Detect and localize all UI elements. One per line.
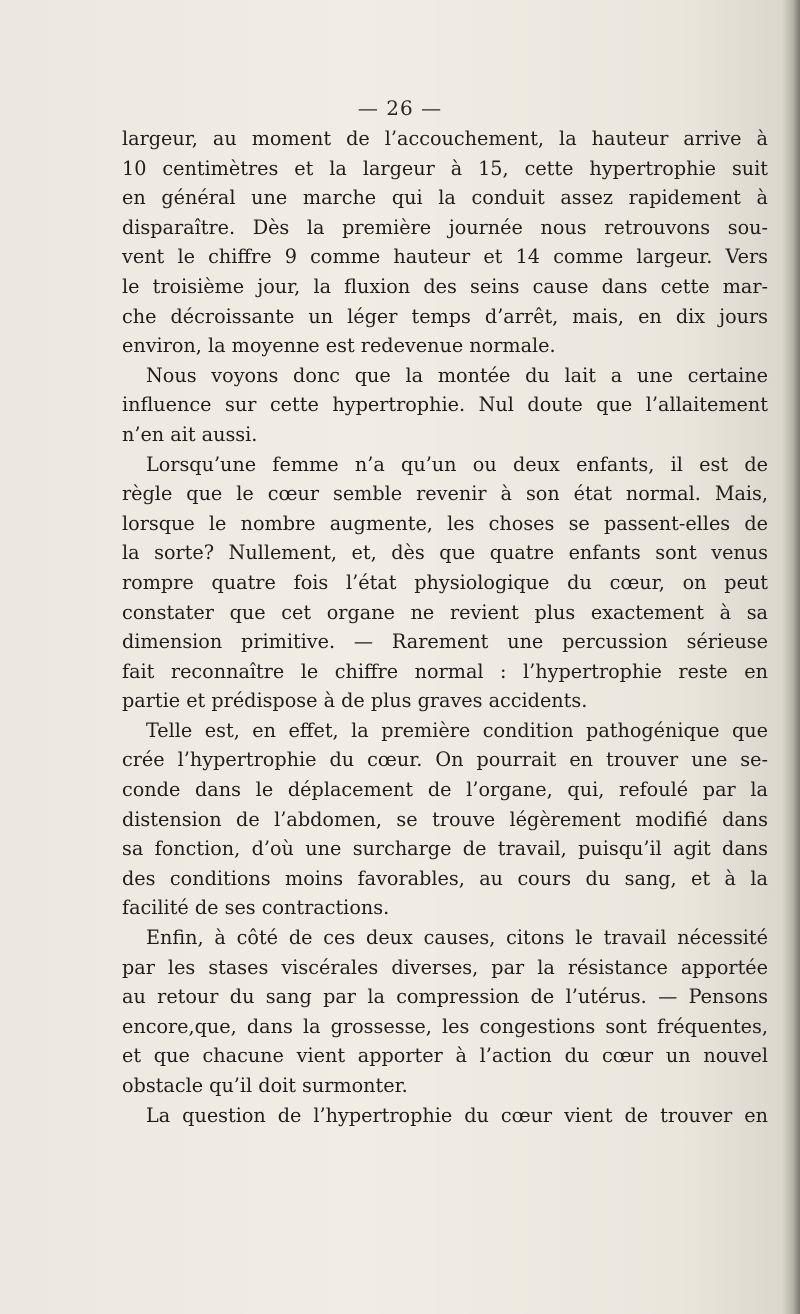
text-line: et que chacune vient apporter à l’action du cœur un nouvel bbox=[122, 1044, 768, 1068]
text-line: rompre quatre fois l’état physiologique du cœur, on peut bbox=[122, 570, 768, 594]
text-line: règle que le cœur semble revenir à son état normal. Mais, bbox=[122, 482, 768, 506]
text-line: des conditions moins favorables, au cours du sang, et à la bbox=[122, 866, 768, 890]
text-line: constater que cet organe ne revient plus exactement à sa bbox=[122, 600, 768, 624]
text-line: au retour du sang par la compression de l’utérus. — Pensons bbox=[122, 985, 768, 1009]
text-line: n’en ait aussi. bbox=[122, 422, 258, 446]
text-line: encore,que, dans la grossesse, les congestions sont fréquentes, bbox=[122, 1014, 768, 1038]
text-line: en général une marche qui la conduit assez rapidement à bbox=[122, 186, 768, 210]
text-line: la sorte? Nullement, et, dès que quatre enfants sont venus bbox=[122, 541, 768, 565]
text-line: La question de l’hypertrophie du cœur vient de trouver en bbox=[146, 1103, 768, 1127]
text-line: Enfin, à côté de ces deux causes, citons le travail nécessité bbox=[146, 926, 768, 950]
text-line: partie et prédispose à de plus graves accidents. bbox=[122, 689, 588, 713]
page-edge-shadow bbox=[782, 0, 800, 1314]
text-line: largeur, au moment de l’accouchement, la hauteur arrive à bbox=[122, 127, 768, 150]
text-line: vent le chiffre 9 comme hauteur et 14 comme largeur. Vers bbox=[122, 245, 768, 269]
text-line: dimension primitive. — Rarement une percussion sérieuse bbox=[122, 630, 768, 654]
text-line: facilité de ses contractions. bbox=[122, 896, 390, 920]
text-line: Lorsqu’une femme n’a qu’un ou deux enfants, il est de bbox=[146, 452, 768, 476]
text-line: distension de l’abdomen, se trouve légèrement modifié dans bbox=[122, 807, 768, 831]
text-line: lorsque le nombre augmente, les choses se passent-elles de bbox=[122, 511, 768, 535]
page-number: — 26 — bbox=[357, 96, 443, 120]
text-line: che décroissante un léger temps d’arrêt, mais, en dix jours bbox=[122, 304, 768, 328]
text-line: obstacle qu’il doit surmonter. bbox=[122, 1074, 408, 1097]
text-line: influence sur cette hypertrophie. Nul doute que l’allaitement bbox=[122, 393, 768, 417]
text-line: sa fonction, d’où une surcharge de travail, puisqu’il agit dans bbox=[122, 837, 768, 861]
text-line: crée l’hypertrophie du cœur. On pourrait en trouver une se- bbox=[122, 748, 768, 772]
text-line: 10 centimètres et la largeur à 15, cette hypertrophie suit bbox=[122, 156, 768, 180]
text-line: Nous voyons donc que la montée du lait a une certaine bbox=[146, 363, 768, 387]
text-line: par les stases viscérales diverses, par la résistance apportée bbox=[122, 955, 768, 979]
text-line: fait reconnaître le chiffre normal : l’hypertrophie reste en bbox=[122, 659, 768, 683]
text-line: Telle est, en effet, la première condition pathogénique que bbox=[146, 718, 768, 742]
text-line: disparaître. Dès la première journée nous retrouvons sou- bbox=[122, 215, 768, 239]
text-line: le troisième jour, la fluxion des seins cause dans cette mar- bbox=[122, 274, 768, 298]
text-line: environ, la moyenne est redevenue normale. bbox=[122, 334, 556, 358]
body-text bbox=[122, 124, 768, 1130]
text-line: conde dans le déplacement de l’organe, qui, refoulé par la bbox=[122, 778, 768, 802]
